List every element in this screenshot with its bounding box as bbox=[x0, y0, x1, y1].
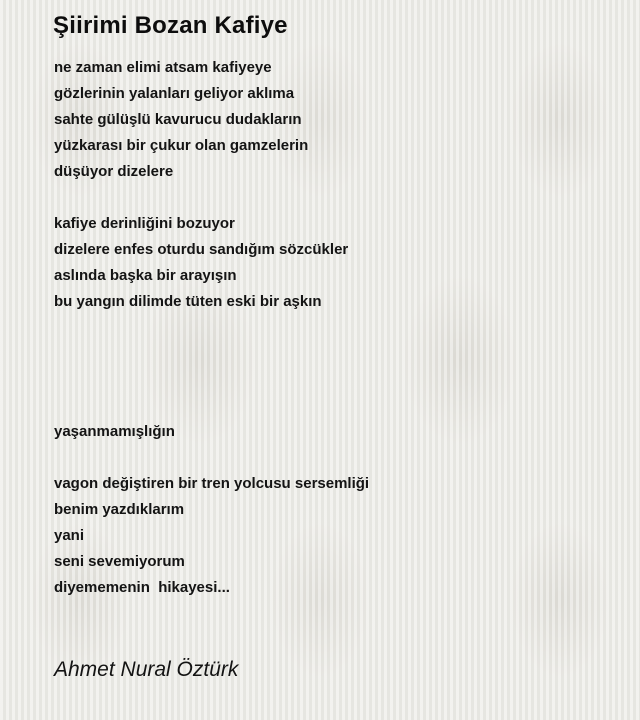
poem-line: yaşanmamışlığın bbox=[54, 423, 175, 440]
poem-blank-line bbox=[54, 341, 614, 367]
poem-blank-line bbox=[54, 315, 614, 341]
poem-line: gözlerinin yalanları geliyor aklıma bbox=[54, 85, 295, 102]
poem-blank-line bbox=[54, 367, 614, 393]
poem-line: sahte gülüşlü kavurucu dudakların bbox=[54, 111, 302, 128]
poem-line: düşüyor dizelere bbox=[54, 163, 174, 180]
poem-line: ne zaman elimi atsam kafiyeye bbox=[54, 59, 272, 76]
poem-blank-line bbox=[54, 393, 614, 419]
poem-blank-line bbox=[54, 185, 614, 211]
poem-line: dizelere enfes oturdu sandığım sözcükler bbox=[54, 241, 349, 258]
poem-author: Ahmet Nural Öztürk bbox=[54, 658, 239, 681]
poem-line: yüzkarası bir çukur olan gamzelerin bbox=[54, 137, 309, 154]
poem-blank-line bbox=[54, 445, 614, 471]
poem-line: diyememenin hikayesi... bbox=[54, 579, 230, 596]
poem-title: Şiirimi Bozan Kafiye bbox=[53, 12, 288, 39]
poem-line: aslında başka bir arayışın bbox=[54, 267, 237, 284]
poem-line: kafiye derinliğini bozuyor bbox=[54, 215, 235, 232]
poem-body bbox=[54, 55, 614, 601]
poem-line: bu yangın dilimde tüten eski bir aşkın bbox=[54, 293, 322, 310]
poem-line: benim yazdıklarım bbox=[54, 501, 185, 518]
poem-line: vagon değiştiren bir tren yolcusu sersemliği bbox=[54, 475, 370, 492]
poem-line: seni sevemiyorum bbox=[54, 553, 185, 570]
poem-line: yani bbox=[54, 527, 85, 544]
